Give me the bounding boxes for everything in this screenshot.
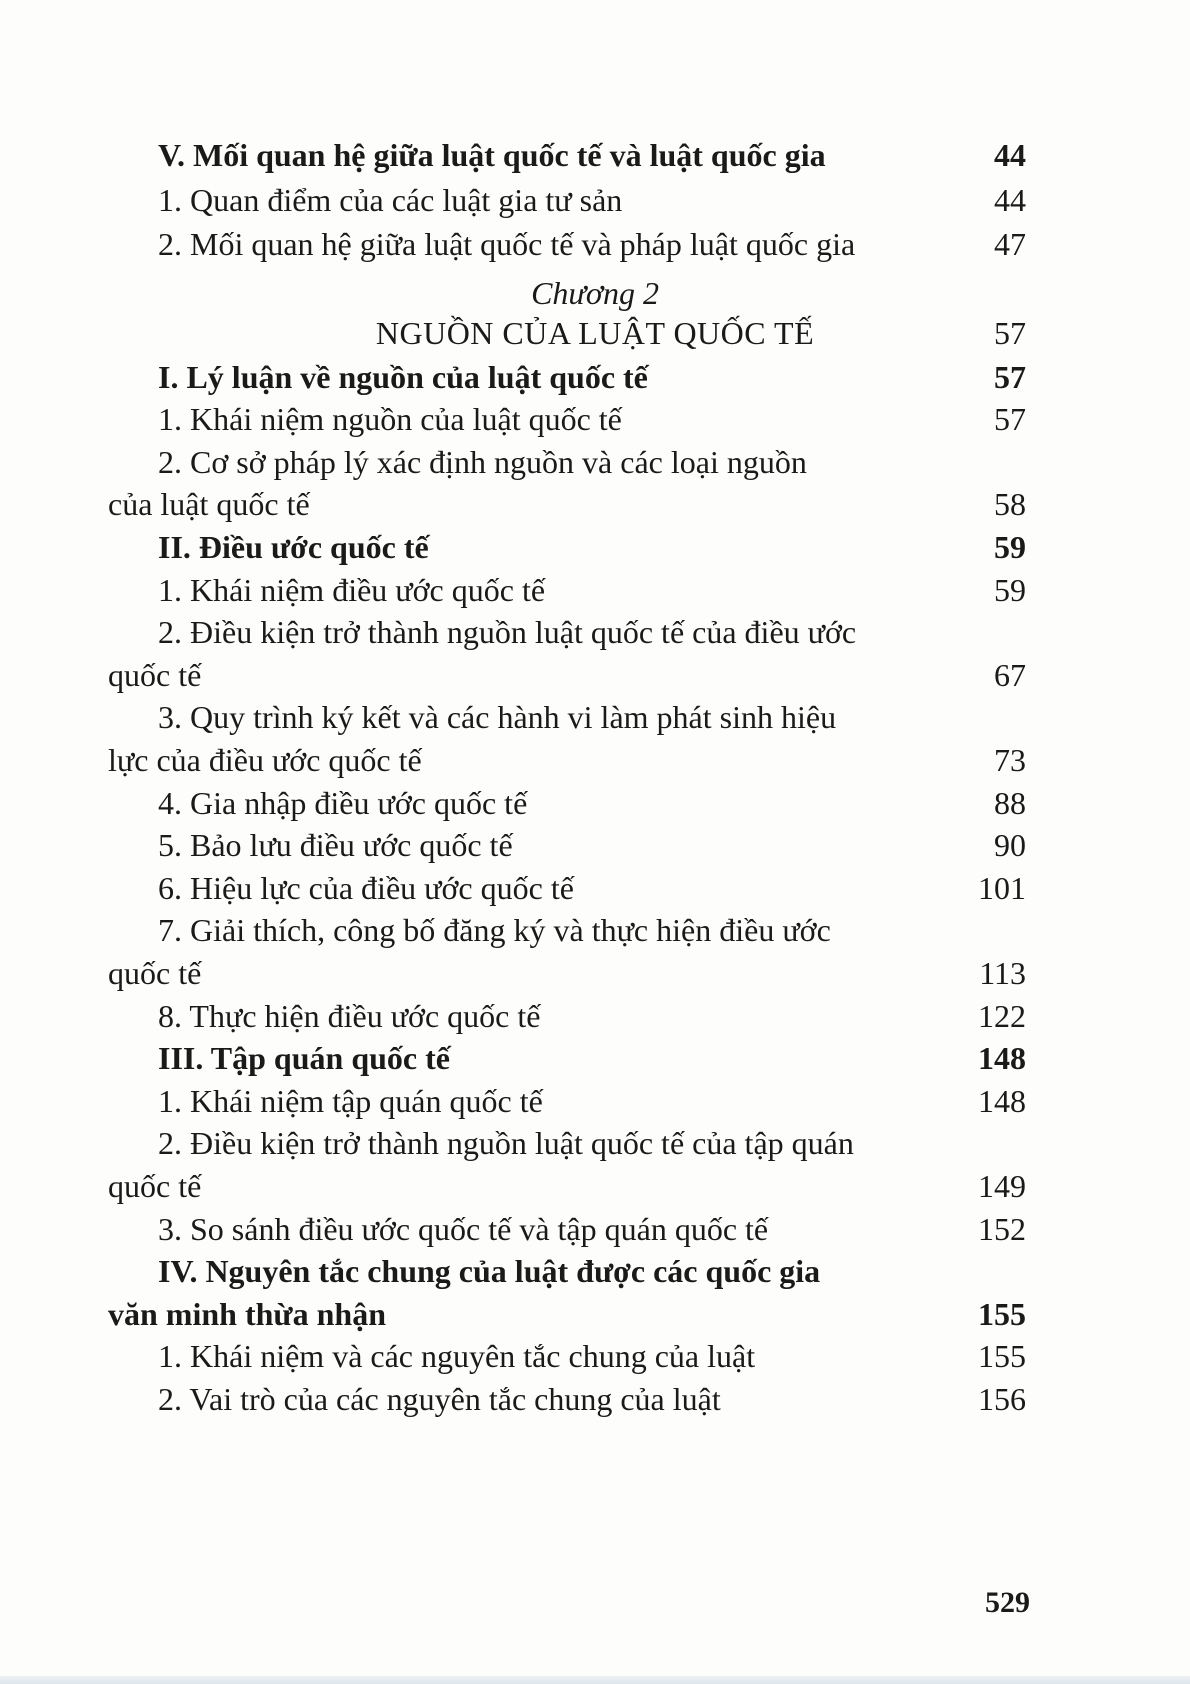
toc-entry-page: 88: [994, 784, 1026, 821]
toc-entry-title: của luật quốc tế: [108, 486, 310, 523]
toc-entry-page: 73: [994, 741, 1026, 778]
toc-entry-title: 1. Khái niệm điều ước quốc tế: [158, 571, 546, 608]
toc-entry-page: 155: [978, 1338, 1026, 1375]
toc-entry-page: 59: [994, 528, 1026, 565]
toc-entry-title: văn minh thừa nhận: [108, 1295, 386, 1332]
toc-entry-title: quốc tế: [108, 1167, 202, 1204]
toc-entry-page: 67: [994, 656, 1026, 693]
toc-entry-title: 8. Thực hiện điều ước quốc tế: [158, 997, 541, 1034]
toc-entry-page: 152: [978, 1210, 1026, 1247]
toc-entry-page: 57: [994, 358, 1026, 395]
toc-entry-title: quốc tế: [108, 954, 202, 991]
toc-entry-title: 5. Bảo lưu điều ước quốc tế: [158, 827, 513, 864]
toc-entry-page: 58: [994, 486, 1026, 523]
toc-entry-page: 44: [994, 137, 1026, 173]
toc-entry-title: III. Tập quán quốc tế: [158, 1040, 450, 1077]
chapter-label: Chương 2: [531, 274, 659, 311]
toc-entry-title: 1. Khái niệm tập quán quốc tế: [158, 1082, 543, 1119]
toc-entry-title: 2. Mối quan hệ giữa luật quốc tế và pháp luật quốc gia: [158, 226, 856, 262]
toc-entry-title: 6. Hiệu lực của điều ước quốc tế: [158, 869, 574, 906]
toc-entry-title: IV. Nguyên tắc chung của luật được các quốc gia: [158, 1253, 821, 1290]
toc-entry-page: 44: [994, 181, 1026, 218]
toc-entry-page: 122: [978, 997, 1026, 1034]
toc-entry-title: 2. Cơ sở pháp lý xác định nguồn và các loại nguồn: [158, 443, 807, 480]
chapter-title: NGUỒN CỦA LUẬT QUỐC TẾ: [375, 315, 815, 351]
toc-entry-page: 148: [978, 1082, 1026, 1119]
toc-entry-title: I. Lý luận về nguồn của luật quốc tế: [158, 358, 648, 395]
toc-entry-title: 1. Khái niệm và các nguyên tắc chung của luật: [158, 1338, 756, 1375]
toc-entry-page: 155: [978, 1295, 1026, 1332]
toc-entry-page: 90: [994, 827, 1026, 864]
toc-entry-title: 1. Quan điểm của các luật gia tư sản: [158, 181, 623, 218]
toc-entry-title: 2. Điều kiện trở thành nguồn luật quốc tế của tập quán: [158, 1125, 854, 1162]
toc-entry-title: 3. So sánh điều ước quốc tế và tập quán quốc tế: [158, 1210, 769, 1247]
toc-entry-page: 57: [994, 401, 1026, 438]
toc-entry-page: 101: [978, 869, 1026, 906]
toc-entry-page: 59: [994, 571, 1026, 608]
toc-entry-title: 1. Khái niệm nguồn của luật quốc tế: [158, 401, 622, 438]
toc-entry-page: 47: [994, 226, 1026, 262]
toc-entry-page: 149: [978, 1167, 1026, 1204]
page-number: 529: [985, 1586, 1030, 1619]
toc-entry-title: lực của điều ước quốc tế: [108, 741, 422, 778]
chapter-page: 57: [994, 315, 1026, 351]
toc-entry-title: 2. Điều kiện trở thành nguồn luật quốc tế của điều ước: [158, 614, 857, 651]
scan-edge: [0, 1676, 1190, 1684]
toc-entry-page: 156: [978, 1380, 1026, 1417]
toc-entry-page: 148: [978, 1040, 1026, 1077]
toc-entry-title: quốc tế: [108, 656, 202, 693]
toc-entry-title: 4. Gia nhập điều ước quốc tế: [158, 784, 528, 821]
toc-entry-title: II. Điều ước quốc tế: [158, 528, 429, 565]
toc-entry-title: 7. Giải thích, công bố đăng ký và thực hiện điều ước: [158, 912, 831, 949]
toc-entry-title: 2. Vai trò của các nguyên tắc chung của luật: [158, 1380, 721, 1417]
toc-entry-title: V. Mối quan hệ giữa luật quốc tế và luật quốc gia: [158, 137, 826, 173]
toc-entry-title: 3. Quy trình ký kết và các hành vi làm phát sinh hiệu: [158, 699, 837, 736]
toc-entry-page: 113: [979, 954, 1026, 991]
